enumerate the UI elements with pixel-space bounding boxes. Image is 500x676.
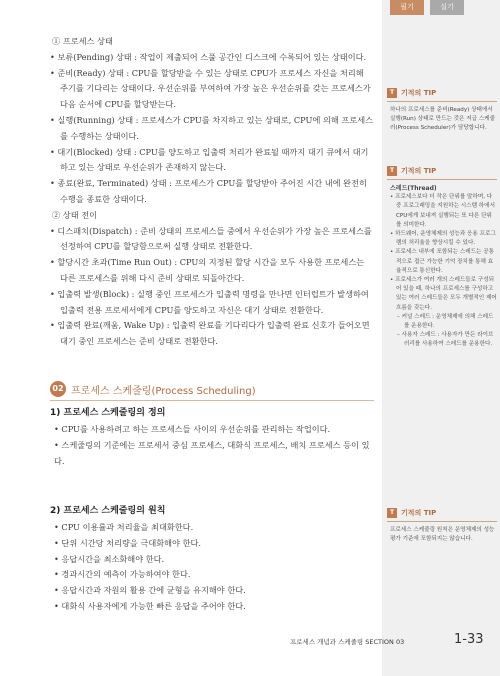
tip-item: • 프로세스가 여러 개의 스레드들로 구성되어 있을 때, 하나의 프로세스를 구성하고 있는 여러 스레드들은 모두 개별적인 제어 흐름을 갖는다. [390,277,497,311]
subsection-title: ① 프로세스 상태 [52,36,113,46]
list-item: • 할당시간 초과(Time Run Out) : CPU의 지정된 할당 시간을 모두 사용한 프로세스는 다른 프로세스를 위해 다시 준비 상태로 되돌아간다. [50,257,365,283]
tip-subitem: – 사용자 스레드 : 사용자가 만든 라이브러리를 사용하여 스레드를 운용한다. [397,332,494,348]
tab-written[interactable]: 필기 [390,0,424,15]
definition-list [54,422,374,469]
list-item: • 준비(Ready) 상태 : CPU를 할당받을 수 있는 상태로 CPU가 프로세스 자신을 처리해 주기를 기다리는 상태이다. 우선순위를 부여하여 가장 높은 우선순위를 갖는 프로세스가 다음 순서에 CPU를 할당받는다. [50,67,371,110]
section-heading [50,381,256,397]
tip-subitem: – 커널 스레드 : 운영체제에 의해 스레드를 운용한다. [397,313,494,330]
footer-caption: 프로세스 개념과 스케줄링 SECTION 03 [290,638,405,646]
list-item: • 응답시간을 최소화해야 한다. [54,553,165,564]
list-item: • 실행(Running) 상태 : 프로세스가 CPU를 차지하고 있는 상태로, CPU에 의해 프로세스를 수행하는 상태이다. [50,114,374,141]
section-divider [50,400,374,401]
list-item: • 디스패치(Dispatch) : 준비 상태의 프로세스들 중에서 우선순위가 가장 높은 프로세스를 선정하여 CPU를 할당함으로써 실행 상태로 전환한다. [50,225,372,252]
tab-practical[interactable]: 실기 [430,0,464,15]
tip-title: 스레드(Thread) [390,185,437,192]
principle-heading: 2) 프로세스 스케줄링의 원칙 [50,506,166,516]
tip-item: • 프로세스보다 더 작은 단위를 말하며, 다중 프로그래밍을 지원하는 시스템 하에서 CPU에게 보내져 실행되는 또 다른 단위를 의미한다. [390,194,495,228]
tip-box [387,508,497,544]
section-number: 02 [50,381,66,397]
tip-text: 하나의 프로세스를 준비(Ready) 상태에서 실행(Run) 상태로 만드는 것은 저급 스케줄러(Process Scheduler)가 담당합니다. [390,107,496,132]
definition-heading: 1) 프로세스 스케줄링의 정의 [50,408,166,418]
tip-box [387,166,497,350]
tip-label: 기적의 TIP [401,509,437,517]
subsection-title: ② 상태 전이 [52,209,98,220]
list-item: • 입출력 발생(Block) : 실행 중인 프로세스가 입출력 명령을 만나면 인터럽트가 발생하여 입출력 전용 프로세서에게 CPU를 양도하고 자신은 대기 상태로 전환한다. [50,288,369,315]
list-item: • 대화식 사용자에게 가능한 빠른 응답을 주어야 한다. [54,600,246,611]
tip-icon: T [387,166,397,176]
tip-item: • 하드웨어, 운영체제의 성능과 응용 프로그램의 처리율을 향상시킬 수 있다. [390,231,496,247]
list-item: • 대기(Blocked) 상태 : CPU를 양도하고 입출력 처리가 완료될 때까지 대기 큐에서 대기하고 있는 상태로 우선순위가 존재하지 않는다. [50,146,369,173]
tip-icon: T [387,88,397,98]
tip-text: 프로세스 스케줄링 원칙은 운영체제의 성능 평가 기준에 포함되지는 않습니다. [390,527,495,543]
tip-icon: T [387,508,397,518]
list-item: • 보류(Pending) 상태 : 작업이 제출되어 스풀 공간인 디스크에 수록되어 있는 상태이다. [50,51,367,62]
tip-label: 기적의 TIP [401,167,437,175]
list-item: • 단위 시간당 처리량을 극대화해야 한다. [54,537,201,548]
main-content [50,34,374,350]
principle-list [54,520,374,615]
tip-label: 기적의 TIP [401,89,437,97]
section-title: 프로세스 스케줄링(Process Scheduling) [71,385,256,397]
page-number: 1-33 [454,632,484,647]
list-item: • 입출력 완료(깨움, Wake Up) : 입출력 완료를 기다리다가 입출력 완료 신호가 들어오면 대기 중인 프로세스는 준비 상태로 전환한다. [50,320,370,347]
list-item: • 종료(완료, Terminated) 상태 : 프로세스가 CPU를 할당받아 주어진 시간 내에 완전히 수행을 종료한 상태이다. [50,178,367,204]
list-item: • 응답시간과 자원의 활용 간에 균형을 유지해야 한다. [54,585,246,596]
list-item: • CPU 이용률과 처리율을 최대화한다. [54,522,194,532]
tip-item: • 프로세스 내부에 포함되는 스레드는 공통적으로 접근 가능한 기억 장치를 통해 효율적으로 통신한다. [390,249,495,274]
tab-bar [390,0,464,15]
tip-box [387,88,497,134]
list-item: • CPU를 사용하려고 하는 프로세스들 사이의 우선순위를 관리하는 작업이다. [54,424,331,434]
list-item: • 경과시간의 예측이 가능하여야 한다. [54,569,191,580]
list-item: • 스케줄링의 기준에는 프로세서 중심 프로세스, 대화식 프로세스, 배치 프로세스 등이 있다. [54,439,370,466]
